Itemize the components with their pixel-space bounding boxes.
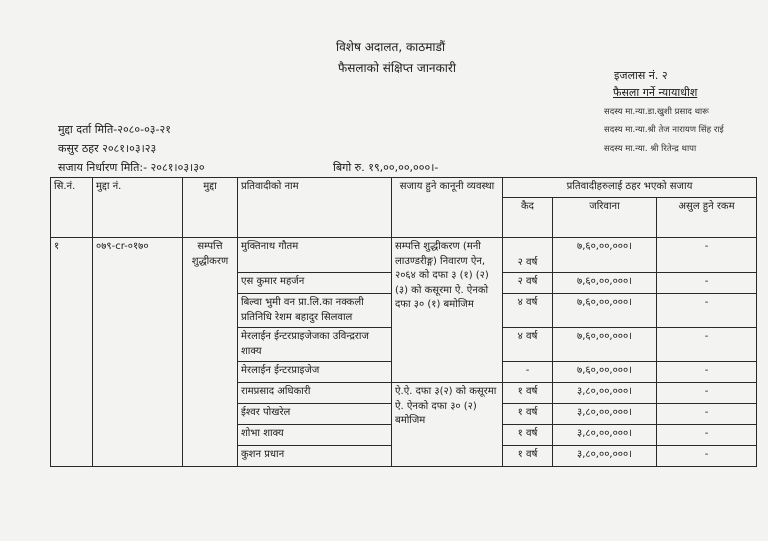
judge-3: सदस्य मा.न्या. श्री रितेन्द्र थापा: [604, 144, 697, 154]
sentence-date: सजाय निर्धारण मिति:- २०८१।०३।३०: [58, 161, 205, 174]
judge-2: सदस्य मा.न्या.श्री तेज नारायण सिंह राई: [604, 125, 724, 135]
cell-fine: ३,८०,००,०००।: [553, 425, 657, 446]
cell-case-type: सम्पत्ति शुद्धीकरण: [183, 238, 238, 467]
header-punishment: प्रतिवादीहरुलाई ठहर भएको सजाय: [503, 178, 757, 198]
cell-prison: ४ वर्ष: [503, 294, 553, 328]
court-name: विशेष अदालत, काठमाडौं: [336, 40, 446, 54]
cell-fine: ३,८०,००,०००।: [553, 383, 657, 404]
cell-defendant: एस कुमार महर्जन: [238, 273, 392, 294]
document-title: फैसलाको संक्षिप्त जानकारी: [338, 61, 456, 75]
cell-case-no: ०७९-cr-०१७०: [93, 238, 183, 467]
header-case: मुद्दा: [183, 178, 238, 238]
cell-prison: २ वर्ष: [503, 238, 553, 273]
cell-prison: १ वर्ष: [503, 383, 553, 404]
cell-sn: १: [51, 238, 93, 467]
cell-recover: -: [657, 273, 757, 294]
cell-prison: १ वर्ष: [503, 404, 553, 425]
cell-prison: १ वर्ष: [503, 446, 553, 467]
header-sn: सि.नं.: [51, 178, 93, 238]
header-prison: कैद: [503, 198, 553, 238]
cell-recover: -: [657, 404, 757, 425]
offence-date: कसुर ठहर २०८१।०३।२३: [58, 142, 157, 155]
cell-defendant: मुक्तिनाथ गौतम: [238, 238, 392, 273]
cell-law-group-2: ऐ.ऐ. दफा ३(२) को कसूरमा ऐ. ऐनको दफा ३० (२) बमोजिम: [392, 383, 503, 467]
cell-fine: ३,८०,००,०००।: [553, 446, 657, 467]
cell-fine: ७,६०,००,०००।: [553, 294, 657, 328]
header-case-no: मुद्दा नं.: [93, 178, 183, 238]
header-defendant: प्रतिवादीको नाम: [238, 178, 392, 238]
cell-recover: -: [657, 294, 757, 328]
cell-fine: ७,६०,००,०००।: [553, 328, 657, 362]
registration-date: मुद्दा दर्ता मिति-२०८०-०३-२१: [58, 123, 171, 136]
cell-defendant: मेरलाईन ईन्टरप्राइजेज: [238, 362, 392, 383]
cell-prison: -: [503, 362, 553, 383]
cell-recover: -: [657, 425, 757, 446]
judge-1: सदस्य मा.न्या.डा.खुशी प्रसाद थारू: [604, 107, 709, 117]
cell-recover: -: [657, 446, 757, 467]
cell-recover: -: [657, 383, 757, 404]
header-recover: असुल हुने रकम: [657, 198, 757, 238]
cell-recover: -: [657, 362, 757, 383]
table-row: [51, 238, 757, 273]
cell-defendant: शोभा शाक्य: [238, 425, 392, 446]
cell-recover: -: [657, 238, 757, 273]
cell-prison: २ वर्ष: [503, 273, 553, 294]
cell-defendant: मेरलाईन ईन्टरप्राइजेजका उविन्द्रराज शाक्य: [238, 328, 392, 362]
bench-number: इजलास नं. २: [614, 69, 668, 82]
cell-prison: ४ वर्ष: [503, 328, 553, 362]
cell-fine: ७,६०,००,०००।: [553, 362, 657, 383]
cell-defendant: बिल्वा भुमी वन प्रा.लि.का नक्कली प्रतिनिधि रेशम बहादुर सिलवाल: [238, 294, 392, 328]
header-law: सजाय हुने कानूनी व्यवस्था: [392, 178, 503, 238]
cell-defendant: कुशन प्रधान: [238, 446, 392, 467]
arrears-amount: बिगो रु. १९,००,००,०००।-: [333, 161, 439, 174]
cell-defendant: रामप्रसाद अधिकारी: [238, 383, 392, 404]
cell-prison: १ वर्ष: [503, 425, 553, 446]
cell-fine: ७,६०,००,०००।: [553, 238, 657, 273]
verdict-table: [50, 177, 757, 467]
judges-heading: फैसला गर्ने न्यायाधीश: [613, 86, 698, 99]
header-fine: जरिवाना: [553, 198, 657, 238]
cell-recover: -: [657, 328, 757, 362]
cell-defendant: ईश्वर पोखरेल: [238, 404, 392, 425]
cell-fine: ७,६०,००,०००।: [553, 273, 657, 294]
cell-fine: ३,८०,००,०००।: [553, 404, 657, 425]
cell-law-group-1: सम्पत्ति शुद्धीकरण (मनी लाउण्डरीङ्ग) निवारण ऐन, २०६४ को दफा ३ (१) (२) (३) को कसूरमा ऐ. ऐनको दफा ३० (१) बमोजिम: [392, 238, 503, 383]
